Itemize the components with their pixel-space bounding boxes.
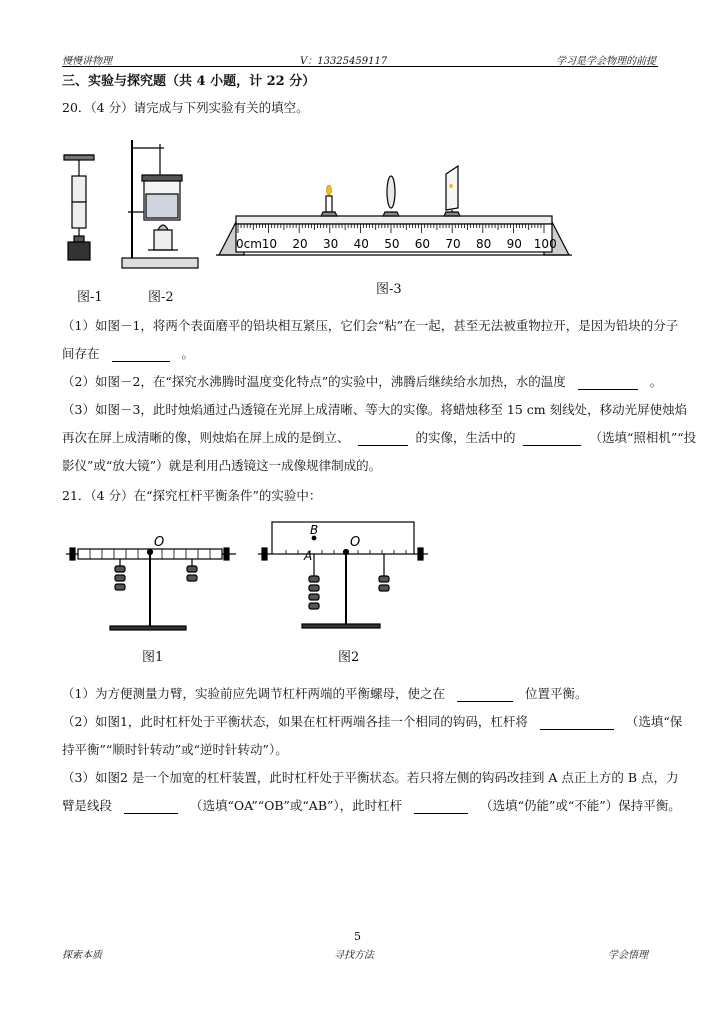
q20-p2 xyxy=(62,374,662,390)
q21-p1-text-b: 位置平衡。 xyxy=(524,686,588,701)
q21-answer-blank-2[interactable] xyxy=(540,717,614,730)
q20-p3-line2 xyxy=(62,430,696,446)
q20-p3-line3: 影仪”或“放大镜”）就是利用凸透镜这一成像规律制成的。 xyxy=(62,458,382,473)
q20-p3-text-c: （选填“照相机”“投 xyxy=(589,430,697,445)
q21-p2-text-a: （2）如图1，此时杠杆处于平衡状态，如果在杠杆两端各挂一个相同的钩码，杠杆将 xyxy=(62,714,528,729)
q21-p1 xyxy=(62,686,587,702)
footer-left: 探索本质 xyxy=(62,950,102,961)
q21-p3-line2 xyxy=(62,798,681,814)
ruler-label: 30 xyxy=(323,237,339,251)
q20-p1-text-b: 。 xyxy=(181,346,194,361)
q21-p2-text-b: （选填“保 xyxy=(625,714,683,729)
q21-p3-text-b: （选填“OA”“OB”或“AB”），此时杠杆 xyxy=(189,798,403,813)
q20-p1-text-a: 间存在 xyxy=(62,346,100,361)
q20-p1-line1: （1）如图－1，将两个表面磨平的铅块相互紧压，它们会“粘”在一起，甚至无法被重物拉开，是因为铅块的分子 xyxy=(62,318,679,333)
q20-p1-line2 xyxy=(62,346,194,362)
ruler-label: 10 xyxy=(261,237,278,251)
q20-figure-2 xyxy=(118,130,200,275)
header-center: V：13325459117 xyxy=(300,56,388,67)
q20-p3-text-b: 的实像，生活中的 xyxy=(415,430,516,445)
ruler-label: 80 xyxy=(476,237,492,251)
ruler-label: 0cm xyxy=(236,237,262,251)
ruler-label: 20 xyxy=(292,237,308,251)
ruler-label: 60 xyxy=(414,237,431,251)
q21-p1-text-a: （1）为方便测量力臂，实验前应先调节杠杆两端的平衡螺母，使之在 xyxy=(62,686,445,701)
footer-center: 寻找方法 xyxy=(334,950,374,961)
q21-fig1-caption: 图1 xyxy=(142,650,164,665)
q21-p3-text-c: （选填“仍能”或“不能”）保持平衡。 xyxy=(480,798,681,813)
q21-fig2-label-b: B xyxy=(310,523,319,537)
q21-p3-line1: （3）如图2 是一个加宽的杠杆装置，此时杠杆处于平衡状态。若只将左侧的钩码改挂到 A 点正上方的 B 点，力 xyxy=(62,770,679,785)
q20-answer-blank-2[interactable] xyxy=(578,377,638,390)
q21-fig2-label-a: A xyxy=(304,549,313,563)
q21-p3-text-a: 臂是线段 xyxy=(62,798,113,813)
ruler-label: 100 xyxy=(533,237,557,251)
q21-figure-1 xyxy=(66,530,236,638)
q21-fig2-label-o: O xyxy=(350,535,361,550)
q20-fig2-caption: 图-2 xyxy=(148,290,174,305)
q20-figure-1 xyxy=(60,150,110,275)
header-left: 慢慢讲物理 xyxy=(62,56,112,67)
q20-p3-line1: （3）如图－3，此时烛焰通过凸透镜在光屏上成清晰、等大的实像。将蜡烛移至 15 cm 刻线处，移动光屏使烛焰 xyxy=(62,402,688,417)
q21-stem: 21．（4 分）在“探究杠杆平衡条件”的实验中： xyxy=(62,488,322,503)
q20-answer-blank-3[interactable] xyxy=(358,433,408,446)
header-right: 学习是学会物理的前提 xyxy=(556,56,656,67)
q21-fig1-label-o: O xyxy=(154,535,165,550)
q21-answer-blank-4[interactable] xyxy=(414,801,468,814)
ruler-label: 70 xyxy=(445,237,461,251)
q20-fig1-caption: 图-1 xyxy=(77,290,103,305)
footer-right: 学会悟理 xyxy=(608,950,648,961)
q20-p2-text-a: （2）如图－2，在“探究水沸腾时温度变化特点”的实验中，沸腾后继续给水加热，水的温度 xyxy=(62,374,566,389)
ruler-label: 40 xyxy=(353,237,369,251)
header-rule xyxy=(62,66,658,67)
q20-answer-blank-4[interactable] xyxy=(523,433,581,446)
q20-figure-3 xyxy=(214,160,574,270)
q21-figure-2 xyxy=(258,518,438,636)
q21-p2-line2: 持平衡”“顺时针转动”或“逆时针转动”）。 xyxy=(62,742,288,757)
q20-stem: 20．（4 分）请完成与下列实验有关的填空。 xyxy=(62,100,309,115)
q20-answer-blank-1[interactable] xyxy=(112,349,170,362)
page-number: 5 xyxy=(354,930,361,943)
q21-answer-blank-1[interactable] xyxy=(457,689,513,702)
q20-p3-text-a: 再次在屏上成清晰的像，则烛焰在屏上成的是倒立、 xyxy=(62,430,350,445)
q21-p2 xyxy=(62,714,682,730)
q21-fig2-caption: 图2 xyxy=(338,650,360,665)
q21-answer-blank-3[interactable] xyxy=(124,801,178,814)
ruler-label: 50 xyxy=(384,237,400,251)
ruler-label: 90 xyxy=(506,237,522,251)
q20-fig3-caption: 图-3 xyxy=(376,282,402,297)
q20-p2-text-b: 。 xyxy=(649,374,663,389)
section-title: 三、实验与探究题（共 4 小题，计 22 分） xyxy=(62,74,316,89)
